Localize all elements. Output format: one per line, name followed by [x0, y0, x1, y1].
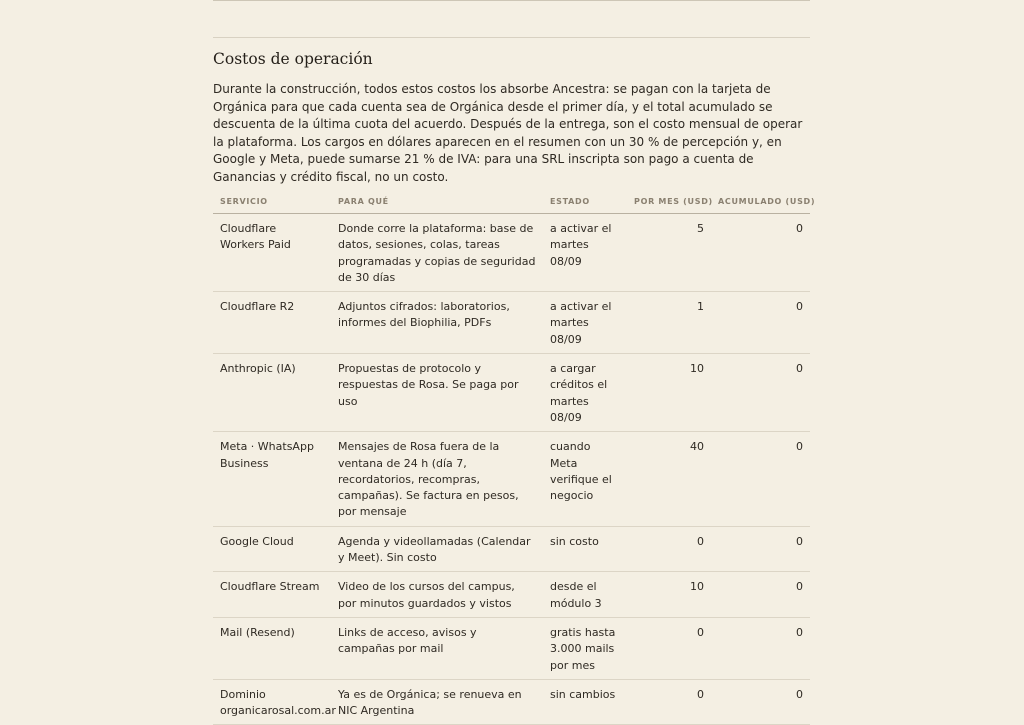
cell-para-que: Propuestas de protocolo y respuestas de Rosa. Se paga por uso — [331, 354, 543, 432]
cell-servicio: Google Cloud — [213, 526, 331, 572]
table-row — [213, 354, 810, 432]
cell-por-mes: 0 — [627, 526, 711, 572]
cell-para-que: Video de los cursos del campus, por minutos guardados y vistos — [331, 572, 543, 618]
cell-por-mes: 10 — [627, 572, 711, 618]
cell-para-que: Adjuntos cifrados: laboratorios, informes del Biophilia, PDFs — [331, 292, 543, 354]
table-row — [213, 679, 810, 725]
cell-servicio: Cloudflare R2 — [213, 292, 331, 354]
table-header-row — [213, 189, 810, 214]
cell-acumulado: 0 — [711, 214, 810, 292]
cell-por-mes: 0 — [627, 679, 711, 725]
cell-para-que: Links de acceso, avisos y campañas por mail — [331, 617, 543, 679]
section-intro: Durante la construcción, todos estos costos los absorbe Ancestra: se pagan con la tarjeta de Orgánica para que cada cuenta sea de Orgánica desde el primer día, y el total acumulado se descuenta de la última cuota del acuerdo. Después de la entrega, son el costo mensual de operar la plataforma. Los cargos en dólares aparecen en el resumen con un 30 % de percepción y, en Google y Meta, puede sumarse 21 % de IVA: para una SRL inscripta son pago a cuenta de Ganancias y crédito fiscal, no un costo. — [213, 82, 803, 184]
cell-estado: cuando Meta verifique el negocio — [543, 432, 627, 526]
table-row — [213, 292, 810, 354]
cell-estado: desde el módulo 3 — [543, 572, 627, 618]
table-row — [213, 617, 810, 679]
cell-servicio: Cloudflare Workers Paid — [213, 214, 331, 292]
cell-estado: a activar el martes 08/09 — [543, 292, 627, 354]
header-estado: ESTADO — [543, 189, 627, 214]
cell-para-que: Agenda y videollamadas (Calendar y Meet). Sin costo — [331, 526, 543, 572]
cell-estado: gratis hasta 3.000 mails por mes — [543, 617, 627, 679]
cell-acumulado: 0 — [711, 572, 810, 618]
cell-para-que: Mensajes de Rosa fuera de la ventana de 24 h (día 7, recordatorios, recompras, campañas). Se factura en pesos, por mensaje — [331, 432, 543, 526]
table-row — [213, 572, 810, 618]
table-row — [213, 214, 810, 292]
cell-por-mes: 0 — [627, 617, 711, 679]
cell-estado: a cargar créditos el martes 08/09 — [543, 354, 627, 432]
costs-table — [213, 189, 816, 725]
cell-por-mes: 40 — [627, 432, 711, 526]
header-acumulado: ACUMULADO (USD) — [711, 189, 810, 214]
header-por-mes: POR MES (USD) — [627, 189, 711, 214]
cell-por-mes: 10 — [627, 354, 711, 432]
cell-acumulado: 0 — [711, 292, 810, 354]
cell-servicio: Meta · WhatsApp Business — [213, 432, 331, 526]
cell-acumulado: 0 — [711, 617, 810, 679]
cell-acumulado: 0 — [711, 526, 810, 572]
cell-acumulado: 0 — [711, 432, 810, 526]
cell-acumulado: 0 — [711, 354, 810, 432]
cell-para-que: Ya es de Orgánica; se renueva en NIC Argentina — [331, 679, 543, 725]
table-row — [213, 432, 810, 526]
table-row — [213, 526, 810, 572]
cell-por-mes: 5 — [627, 214, 711, 292]
cell-servicio: Dominio organicarosal.com.ar — [213, 679, 331, 725]
header-para-que: PARA QUÉ — [331, 189, 543, 214]
cell-servicio: Anthropic (IA) — [213, 354, 331, 432]
cell-servicio: Mail (Resend) — [213, 617, 331, 679]
header-servicio: SERVICIO — [213, 189, 331, 214]
section-title: Costos de operación — [213, 50, 373, 68]
cell-por-mes: 1 — [627, 292, 711, 354]
cell-estado: sin costo — [543, 526, 627, 572]
cell-para-que: Donde corre la plataforma: base de datos, sesiones, colas, tareas programadas y copias de seguridad de 30 días — [331, 214, 543, 292]
cell-estado: sin cambios — [543, 679, 627, 725]
cell-estado: a activar el martes 08/09 — [543, 214, 627, 292]
section-divider — [213, 37, 810, 38]
top-divider — [213, 0, 810, 1]
cell-servicio: Cloudflare Stream — [213, 572, 331, 618]
cell-acumulado: 0 — [711, 679, 810, 725]
